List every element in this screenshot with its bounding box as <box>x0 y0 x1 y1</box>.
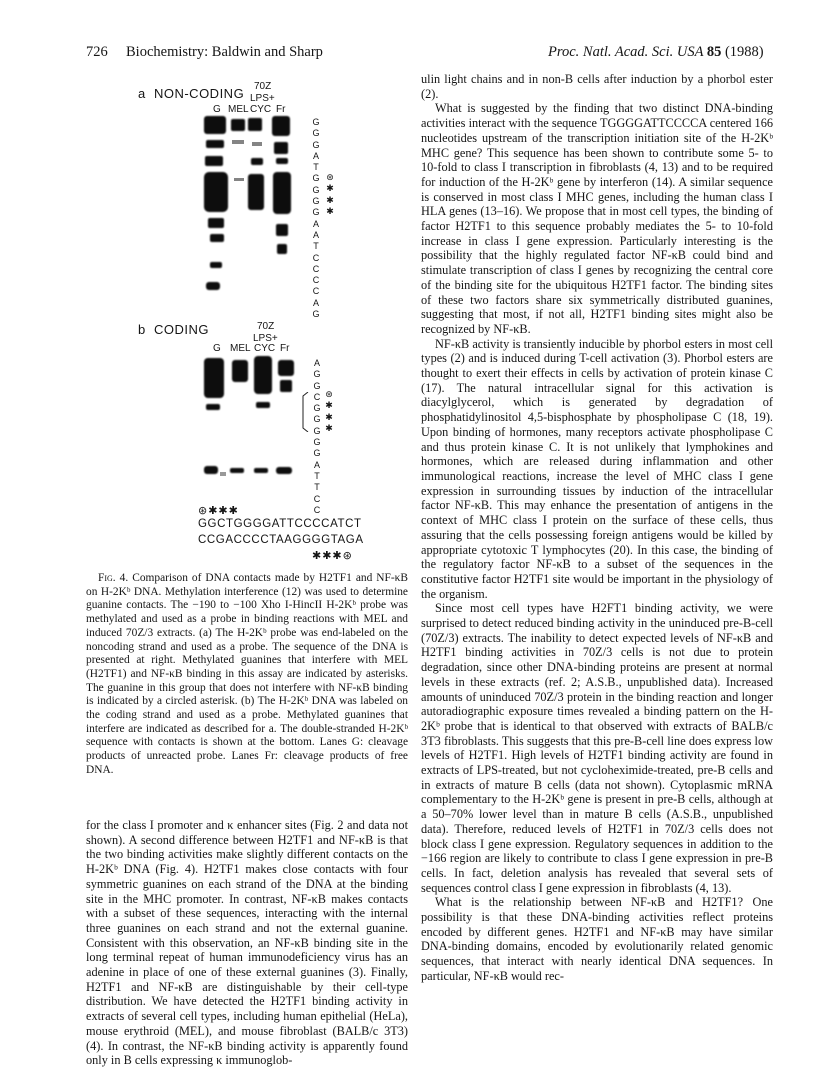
panel-b-contact-bracket <box>300 392 310 432</box>
panel-a-gel-image <box>196 114 296 314</box>
panel-a-base: G <box>312 128 320 139</box>
panel-a-title <box>138 86 244 101</box>
panel-b-lane-fr: Fr <box>280 343 290 354</box>
panel-a-base: G <box>312 309 320 320</box>
panel-b-base: C <box>313 493 321 504</box>
panel-b-lane-cyc: CYC <box>254 343 276 354</box>
panel-b-base: A <box>313 459 320 470</box>
panel-a-base: G <box>312 139 320 150</box>
panel-b-letter: b <box>138 322 146 337</box>
panel-a-lane-mel: MEL <box>228 104 249 115</box>
panel-a-base: G <box>312 117 320 127</box>
paragraph: What is suggested by the finding that two distinct DNA-binding activities interact with the sequence TGGGGATTCCCCA centered 166 nucleotides upstream of the transcription initiation site of the H-2Kᵇ MHC gene? This sequence has been shown to contribute some 5- to 10-fold to class I transcription in fibroblasts (4, 13) and to be required for induction of the H-2Kᵇ gene by interferon (14). A similar sequence is conserved in most class I MHC genes, including the human class I HLA genes (13–16). We propose that in most cell types, the binding of factor H2TF1 to this sequence probably mediates the 5- to 10-fold increase in class I gene expression. Particularly interesting is the possibility that the highly regulated factor NF-κB could bind and stimulate transcription of class I genes by recognizing the central core of the binding site for the ubiquitous H2TF1 factor. The binding sites of these two factors share six symmetrically distributed guanines, suggesting that most, if not all, H2TF1 binding sites might also be recognized by NF-κB. <box>421 101 773 336</box>
panel-b-base: G <box>313 414 321 425</box>
paragraph: for the class I promoter and κ enhancer sites (Fig. 2 and data not shown). A second difference between H2TF1 and NF-κB is that the two binding activities make slightly different contacts on the H-2Kᵇ DNA (Fig. 4). H2TF1 makes close contacts with four symmetric guanines on each strand of the DNA at the binding site in the MHC promoter. In contrast, NF-κB makes contacts with a subset of these sequences, interacting with the internal three guanines on each strand and not the external guanine. Consistent with this observation, an NF-κB binding site in the long terminal repeat of human immunodeficiency virus has an adenine in place of one of these external guanines (3). Finally, H2TF1 and NF-κB are distinguishable by their cell-type distribution. We have detected the H2TF1 binding activity in extracts of several cell types, including human epithelial (HeLa), mouse erythroid (MEL), and mouse fibroblast (BALB/c 3T3) (4). In contrast, the NF-κB binding activity is apparently found only in B cells expressing κ immunoglob- <box>86 818 408 1068</box>
panel-a-group-bottom: LPS+ <box>250 93 275 104</box>
panel-a-base: A <box>312 229 319 240</box>
panel-b-base: G <box>313 380 321 391</box>
paragraph: NF-κB activity is transiently inducible by phorbol esters in most cell types (2) and is induced during T-cell activation (3). Phorbol esters are thought to exert their effects in cells by activation of protein kinase C (17). The natural intracellular signal for this activation is diacylglycerol, which is generated by degradation of phosphatidylinositol 4,5-bisphosphate by phospholipase C (18, 19). Upon binding of hormones, many receptors activate phospholipase C and thus protein kinase C. It is not unlikely that lymphokines and hormones, which are released during inflammation and other immunological reactions, increase the level of MHC class I gene expression in surrounding tissues by induction of the intracellular factor NF-κB. This may enhance the presentation of antigens in the context of MHC class I protein on the surface of these cells, thus assuring that the cells possessing foreign antigens would be killed by appropriate cytotoxic T lymphocytes (20). In this case, the binding of the regulatory factor NF-κB to a subset of the sequences in the constitutive factor H2TF1 site would be important in the physiology of the organism. <box>421 336 773 601</box>
right-column-text <box>421 72 773 984</box>
panel-a-letter: a <box>138 86 146 101</box>
page-number: 726 <box>86 44 108 60</box>
journal-year: (1988) <box>724 44 764 60</box>
paragraph: Since most cell types have H2FT1 binding activity, we were surprised to detect reduced binding activity in the uninduced pre-B-cell (70Z/3) extracts. The inability to detect expected levels of NF-κB and H2TF1 binding activities in 70Z/3 cells is not due to protein degradation, since other DNA-binding proteins are present at normal levels in these extracts (ref. 2; A.S.B., unpublished data). Increased amounts of uninduced 70Z/3 protein in the binding reaction and longer autoradiographic exposure times revealed a binding pattern on the H-2Kᵇ probe that is identical to that observed with extracts of BALB/c 3T3 fibroblasts. This suggests that this pre-B-cell line does express low levels of H2TF1. High levels of H2TF1 binding activity are found in extracts of LPS-treated, but not cycloheximide-treated, pre-B cells and in extracts of mature B cells (data not shown). Cytoplasmic mRNA complementary to the H-2Kᵇ gene is present in pre-B cells, although at a 50–70% lower level than in mature B cells (A.S.B., unpublished data). Therefore, reduced levels of H2TF1 in 70Z/3 cells does not block class I gene expression. Regulatory sequences in addition to the −166 region are likely to contribute to class I gene expression in pre-B cells. In fact, deletion analysis has revealed that several sets of sequences control class I gene expression in fibroblasts (4, 13). <box>421 601 773 895</box>
panel-b-base: T <box>314 470 320 481</box>
panel-a-group-top: 70Z <box>254 81 272 92</box>
panel-b-group-top: 70Z <box>257 321 275 332</box>
journal-volume: 85 <box>706 44 722 60</box>
caption-text: Comparison of DNA contacts made by H2TF1 and NF-κB on H-2Kᵇ DNA. Methylation interference (12) was used to determine guanine contacts. The −190 to −100 Xho I-HincII H-2Kᵇ probe was methylated and used as a probe in binding reactions with MEL and induced 70Z/3 extracts. (a) The H-2Kᵇ probe was end-labeled on the noncoding strand and used as a probe. The sequence of the DNA is presented at right. Methylated guanines that interfere with MEL (H2TF1) and NF-κB binding in this assay are indicated by asterisks. The guanine in this group that does not interfere with NF-κB binding is indicated by a circled asterisk. (b) The H-2Kᵇ DNA was labeled on the coding strand and used as a probe. Methylated guanines that interfere are indicated as described for a. The double-stranded H-2Kᵇ sequence with contacts is shown at the bottom. Lanes G: cleavage products of unreacted probe. Lanes Fr: cleavage products of free DNA. <box>86 572 408 776</box>
figure-4 <box>86 70 408 570</box>
panel-b-base: G <box>313 369 321 380</box>
panel-a-base: G <box>312 173 320 184</box>
journal-citation <box>548 44 764 64</box>
caption-label: Fig. 4. <box>98 572 129 584</box>
panel-a-sequence <box>309 117 323 320</box>
panel-a-base: T <box>313 241 319 252</box>
panel-a-base: G <box>312 184 320 195</box>
panel-b-base: G <box>313 403 321 414</box>
panel-a-base: G <box>312 207 320 218</box>
panel-b-gel-image <box>198 354 298 490</box>
top-strand-contact-marks: ⊛✱✱✱ <box>198 504 239 517</box>
panel-b-lane-mel: MEL <box>230 343 251 354</box>
panel-a-base: A <box>312 297 319 308</box>
running-title: Biochemistry: Baldwin and Sharp <box>126 44 323 60</box>
panel-a-label: NON-CODING <box>153 86 245 101</box>
panel-b-label: CODING <box>153 322 209 337</box>
bottom-strand-contact-marks: ✱✱✱⊛ <box>312 549 353 562</box>
panel-a-lane-fr: Fr <box>276 104 286 115</box>
panel-a-lane-cyc: CYC <box>250 104 272 115</box>
panel-b-base: G <box>313 425 321 436</box>
panel-b-base: C <box>313 504 321 515</box>
panel-a-base: C <box>312 286 320 297</box>
top-strand-sequence: GGCTGGGGATTCCCCATCT <box>198 518 362 530</box>
panel-b-base: A <box>313 358 320 368</box>
panel-b-group-bottom: LPS+ <box>253 333 278 344</box>
paragraph: What is the relationship between NF-κB and H2TF1? One possibility is that these DNA-binding activities reflect proteins encoded by different genes. H2TF1 and NF-κB may have similar DNA-binding domains, encoded by evolutionarily related genomic sequences, that interact with nearly identical DNA sequences. In particular, NF-κB would rec- <box>421 895 773 983</box>
panel-a-lane-g: G <box>213 104 221 115</box>
panel-a-base: C <box>312 263 320 274</box>
panel-b-title <box>138 322 209 337</box>
panel-b-base: C <box>313 391 321 402</box>
paragraph: ulin light chains and in non-B cells after induction by a phorbol ester (2). <box>421 72 773 101</box>
panel-a-base: A <box>312 218 319 229</box>
panel-a-contact-marks: ⊛ ✱ ✱ ✱ <box>326 173 334 217</box>
panel-b-lane-g: G <box>213 343 221 354</box>
figure-caption <box>86 572 408 778</box>
panel-b-sequence <box>310 358 324 516</box>
panel-b-base: T <box>314 482 320 493</box>
panel-b-contact-marks: ⊛ ✱ ✱ ✱ <box>325 390 333 434</box>
panel-a-base: A <box>312 150 319 161</box>
journal-name: Proc. Natl. Acad. Sci. USA <box>548 44 704 60</box>
panel-b-base: G <box>313 448 321 459</box>
panel-a-base: G <box>312 196 320 207</box>
left-column-text <box>86 818 408 1068</box>
panel-a-base: T <box>313 162 319 173</box>
panel-a-base: C <box>312 275 320 286</box>
panel-a-base: C <box>312 252 320 263</box>
panel-b-base: G <box>313 437 321 448</box>
bottom-strand-sequence: CCGACCCCTAAGGGGTAGA <box>198 534 364 546</box>
